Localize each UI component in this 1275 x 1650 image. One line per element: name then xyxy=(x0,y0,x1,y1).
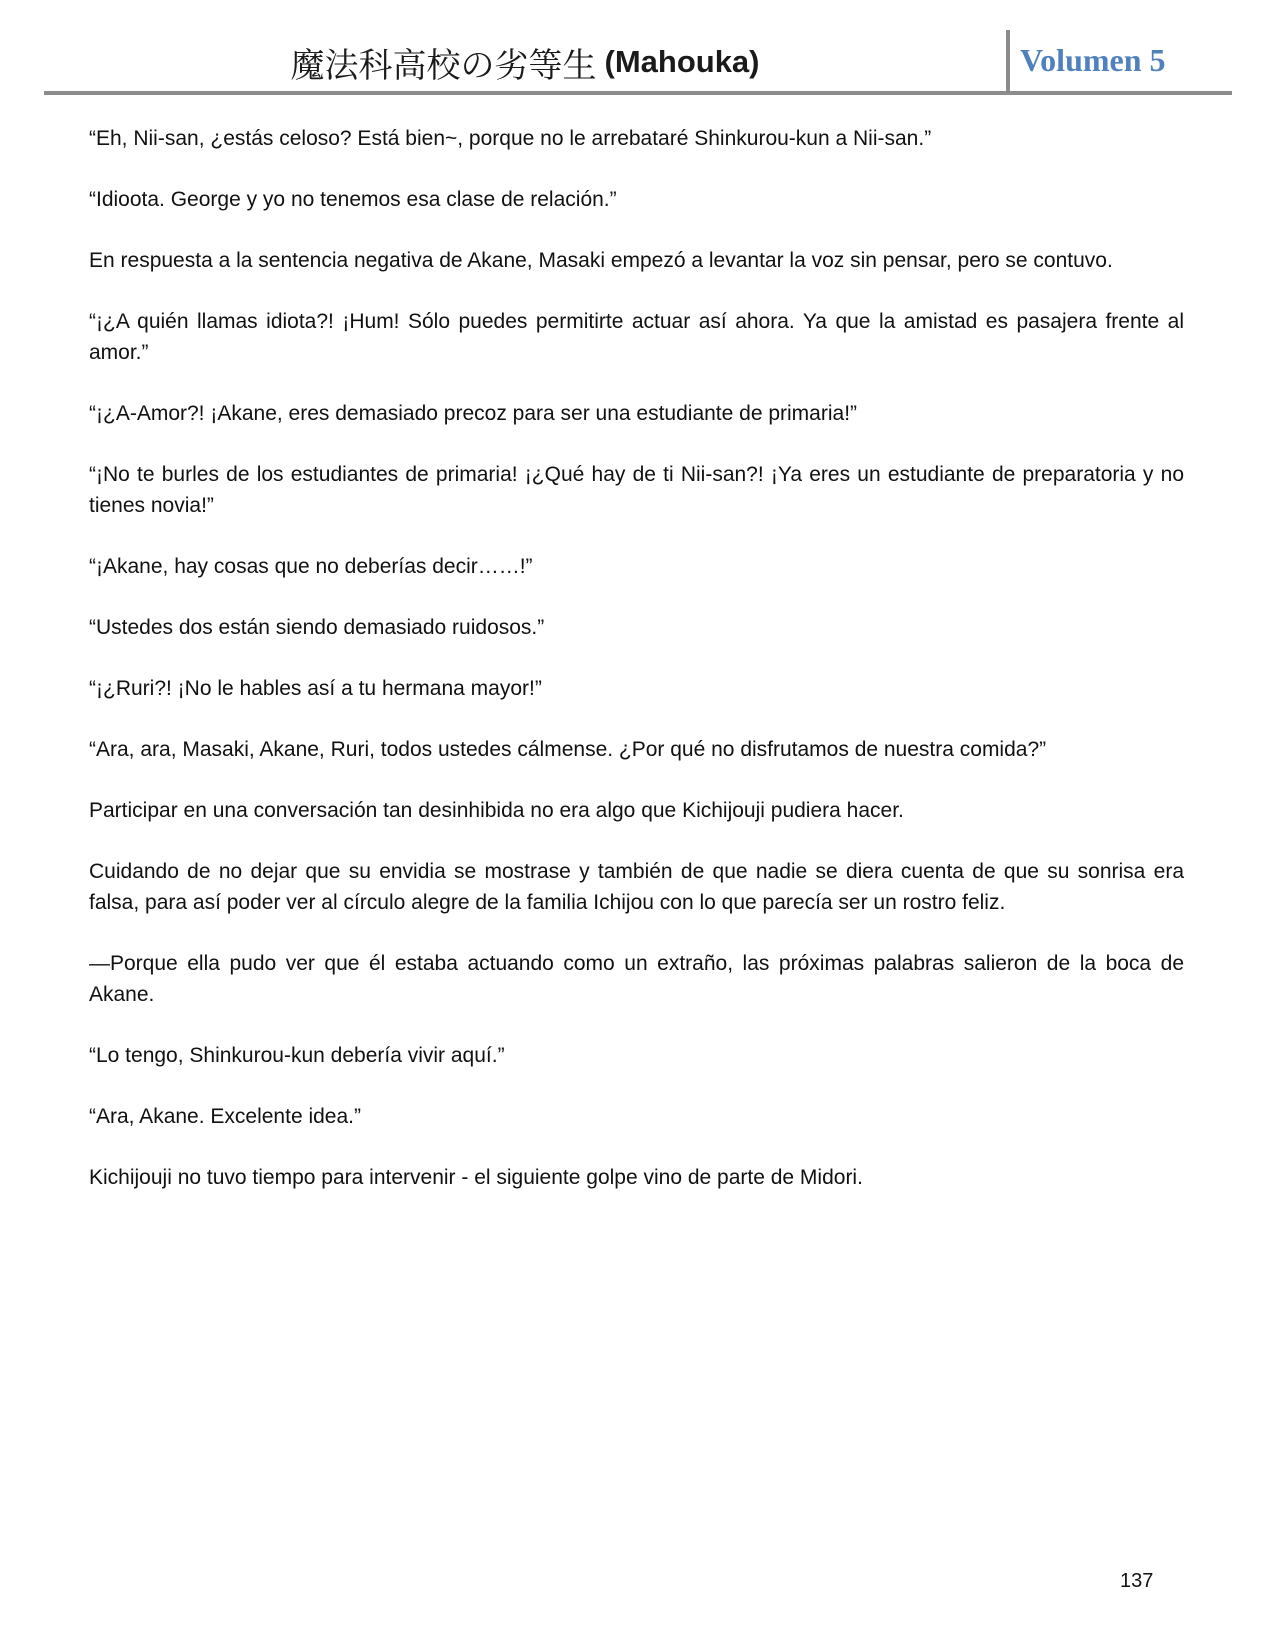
book-title-english: (Mahouka) xyxy=(604,44,760,79)
paragraph-4: “¡¿A quién llamas idiota?! ¡Hum! Sólo puedes permitirte actuar así ahora. Ya que la amistad es pasajera frente al amor.” xyxy=(89,310,1184,364)
paragraph-15: “Ara, Akane. Excelente idea.” xyxy=(89,1105,361,1128)
paragraph-3: En respuesta a la sentencia negativa de Akane, Masaki empezó a levantar la voz sin pensar, pero se contuvo. xyxy=(89,249,1113,272)
page-number: 137 xyxy=(1120,1570,1154,1592)
paragraph-5: “¡¿A-Amor?! ¡Akane, eres demasiado precoz para ser una estudiante de primaria!” xyxy=(89,402,858,425)
paragraph-2: “Idioota. George y yo no tenemos esa clase de relación.” xyxy=(89,188,617,211)
volume-label: Volumen 5 xyxy=(1020,41,1166,78)
paragraph-1: “Eh, Nii-san, ¿estás celoso? Está bien~, porque no le arrebataré Shinkurou-kun a Nii-san.” xyxy=(89,127,932,150)
paragraph-12: Cuidando de no dejar que su envidia se mostrase y también de que nadie se diera cuenta de que su sonrisa era falsa, para así poder ver al círculo alegre de la familia Ichijou con lo que parecía ser un rostro feliz. xyxy=(89,860,1184,914)
paragraph-13: —Porque ella pudo ver que él estaba actuando como un extraño, las próximas palabras salieron de la boca de Akane. xyxy=(89,952,1184,1006)
paragraph-7: “¡Akane, hay cosas que no deberías decir……!” xyxy=(89,555,533,578)
paragraph-6: “¡No te burles de los estudiantes de primaria! ¡¿Qué hay de ti Nii-san?! ¡Ya eres un estudiante de preparatoria y no tienes novia!” xyxy=(89,463,1184,517)
book-title-japanese: 魔法科高校の劣等生 xyxy=(290,45,597,86)
paragraph-14: “Lo tengo, Shinkurou-kun debería vivir aquí.” xyxy=(89,1044,505,1067)
paragraph-10: “Ara, ara, Masaki, Akane, Ruri, todos ustedes cálmense. ¿Por qué no disfrutamos de nuestra comida?” xyxy=(89,738,1047,761)
page-header xyxy=(44,30,1232,94)
header-rule xyxy=(44,91,1232,95)
paragraph-9: “¡¿Ruri?! ¡No le hables así a tu hermana mayor!” xyxy=(89,677,542,700)
paragraph-8: “Ustedes dos están siendo demasiado ruidosos.” xyxy=(89,616,545,639)
paragraph-16: Kichijouji no tuvo tiempo para intervenir - el siguiente golpe vino de parte de Midori. xyxy=(89,1166,863,1189)
header-divider xyxy=(1006,30,1010,94)
body-text xyxy=(89,123,1184,1223)
book-title xyxy=(44,30,1006,94)
paragraph-11: Participar en una conversación tan desinhibida no era algo que Kichijouji pudiera hacer. xyxy=(89,799,904,822)
